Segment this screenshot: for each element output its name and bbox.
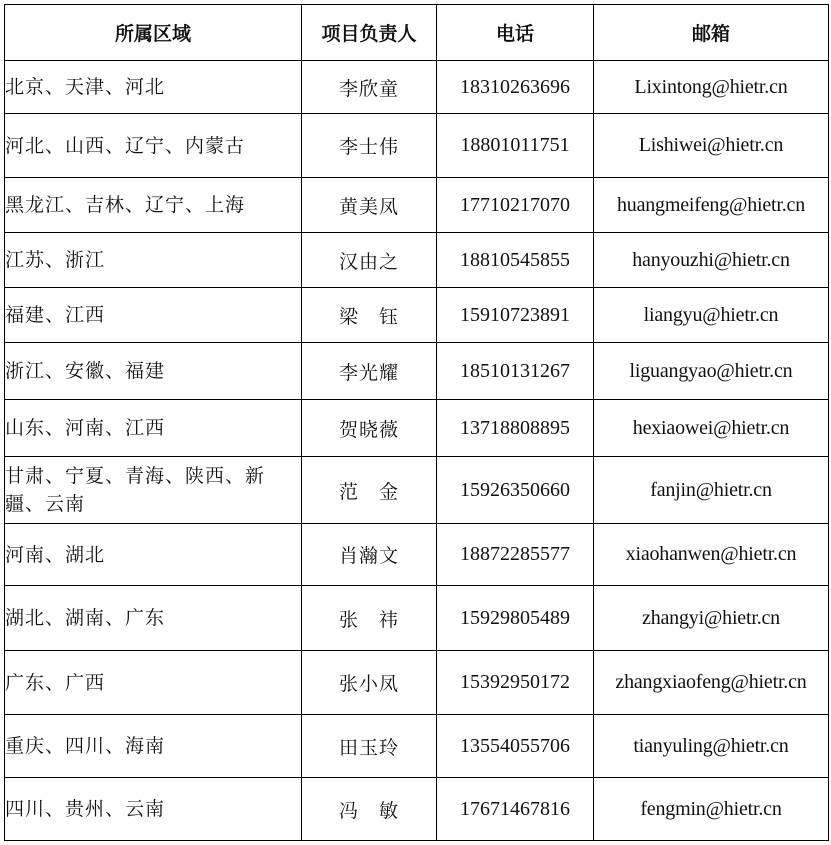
phone-cell: 15929805489 bbox=[437, 586, 594, 651]
email-cell: zhangxiaofeng@hietr.cn bbox=[594, 651, 829, 715]
email-cell: fanjin@hietr.cn bbox=[594, 457, 829, 524]
table-row bbox=[5, 288, 829, 343]
region-cell: 福建、江西 bbox=[5, 288, 302, 343]
region-cell: 广东、广西 bbox=[5, 651, 302, 715]
phone-cell: 18510131267 bbox=[437, 343, 594, 400]
phone-cell: 13718808895 bbox=[437, 400, 594, 457]
region-cell: 浙江、安徽、福建 bbox=[5, 343, 302, 400]
email-cell: zhangyi@hietr.cn bbox=[594, 586, 829, 651]
person-cell: 田玉玲 bbox=[302, 715, 437, 778]
phone-cell: 17671467816 bbox=[437, 778, 594, 841]
region-cell: 北京、天津、河北 bbox=[5, 61, 302, 114]
email-cell: liangyu@hietr.cn bbox=[594, 288, 829, 343]
table-row bbox=[5, 651, 829, 715]
header-person: 项目负责人 bbox=[302, 5, 437, 61]
region-cell: 河南、湖北 bbox=[5, 524, 302, 586]
table-row bbox=[5, 343, 829, 400]
phone-cell: 18801011751 bbox=[437, 114, 594, 178]
table-row bbox=[5, 233, 829, 288]
person-cell: 张 祎 bbox=[302, 586, 437, 651]
phone-cell: 18810545855 bbox=[437, 233, 594, 288]
email-cell: Lixintong@hietr.cn bbox=[594, 61, 829, 114]
person-cell: 肖瀚文 bbox=[302, 524, 437, 586]
table-row bbox=[5, 586, 829, 651]
person-cell: 梁 钰 bbox=[302, 288, 437, 343]
contacts-table bbox=[4, 4, 829, 841]
table-row bbox=[5, 715, 829, 778]
table-row bbox=[5, 178, 829, 233]
person-cell: 李士伟 bbox=[302, 114, 437, 178]
person-cell: 范 金 bbox=[302, 457, 437, 524]
phone-cell: 15926350660 bbox=[437, 457, 594, 524]
email-cell: hanyouzhi@hietr.cn bbox=[594, 233, 829, 288]
region-cell: 黑龙江、吉林、辽宁、上海 bbox=[5, 178, 302, 233]
header-region: 所属区域 bbox=[5, 5, 302, 61]
region-cell: 四川、贵州、云南 bbox=[5, 778, 302, 841]
header-row bbox=[5, 5, 829, 61]
person-cell: 黄美凤 bbox=[302, 178, 437, 233]
region-cell: 山东、河南、江西 bbox=[5, 400, 302, 457]
header-email: 邮箱 bbox=[594, 5, 829, 61]
table-row bbox=[5, 61, 829, 114]
phone-cell: 15910723891 bbox=[437, 288, 594, 343]
table-row bbox=[5, 778, 829, 841]
email-cell: fengmin@hietr.cn bbox=[594, 778, 829, 841]
table-row bbox=[5, 400, 829, 457]
email-cell: liguangyao@hietr.cn bbox=[594, 343, 829, 400]
email-cell: tianyuling@hietr.cn bbox=[594, 715, 829, 778]
person-cell: 张小凤 bbox=[302, 651, 437, 715]
region-cell: 河北、山西、辽宁、内蒙古 bbox=[5, 114, 302, 178]
person-cell: 冯 敏 bbox=[302, 778, 437, 841]
person-cell: 贺晓薇 bbox=[302, 400, 437, 457]
phone-cell: 18872285577 bbox=[437, 524, 594, 586]
region-cell: 重庆、四川、海南 bbox=[5, 715, 302, 778]
phone-cell: 18310263696 bbox=[437, 61, 594, 114]
email-cell: huangmeifeng@hietr.cn bbox=[594, 178, 829, 233]
table-row bbox=[5, 114, 829, 178]
region-cell: 江苏、浙江 bbox=[5, 233, 302, 288]
phone-cell: 13554055706 bbox=[437, 715, 594, 778]
person-cell: 汉由之 bbox=[302, 233, 437, 288]
table-row bbox=[5, 524, 829, 586]
person-cell: 李欣童 bbox=[302, 61, 437, 114]
header-phone: 电话 bbox=[437, 5, 594, 61]
region-cell: 湖北、湖南、广东 bbox=[5, 586, 302, 651]
email-cell: Lishiwei@hietr.cn bbox=[594, 114, 829, 178]
email-cell: hexiaowei@hietr.cn bbox=[594, 400, 829, 457]
phone-cell: 17710217070 bbox=[437, 178, 594, 233]
email-cell: xiaohanwen@hietr.cn bbox=[594, 524, 829, 586]
region-cell: 甘肃、宁夏、青海、陕西、新疆、云南 bbox=[5, 457, 302, 524]
table-row bbox=[5, 457, 829, 524]
phone-cell: 15392950172 bbox=[437, 651, 594, 715]
person-cell: 李光耀 bbox=[302, 343, 437, 400]
